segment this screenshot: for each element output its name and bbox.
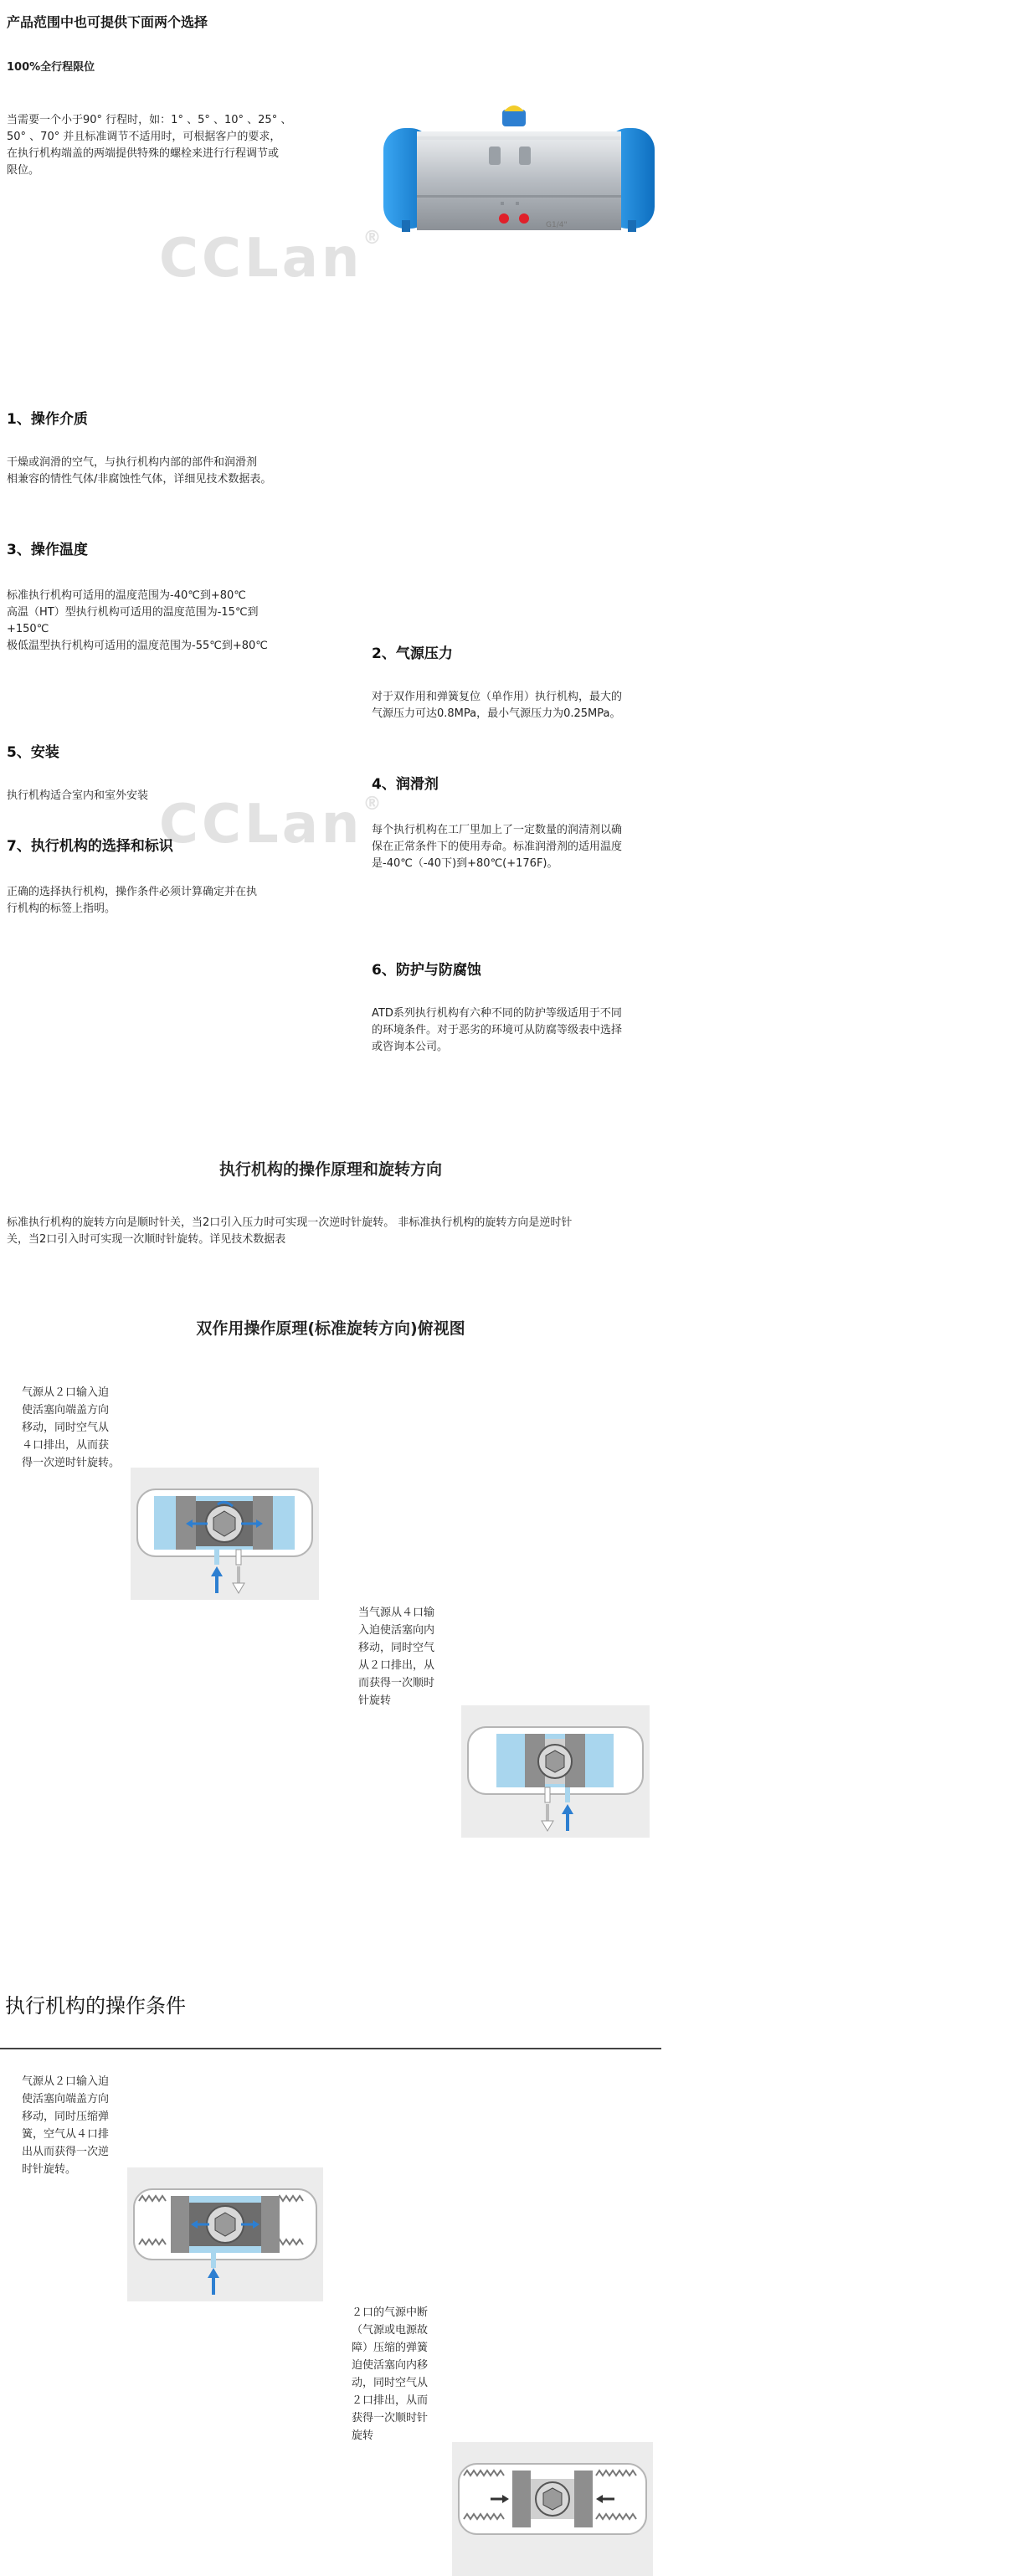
- section-heading-temperature: 3、操作温度: [7, 542, 88, 558]
- watermark-brand-bottom: CCLan®: [159, 794, 385, 856]
- spring-return-diagram-air-off: [452, 2442, 653, 2576]
- section-line: 高温（HT）型执行机构可适用的温度范围为-15℃到: [7, 606, 259, 619]
- section-heading-lubricant: 4、润滑剂: [372, 776, 439, 793]
- text-line: ４口排出，从而获: [22, 1439, 110, 1452]
- section-heading-installation: 5、安装: [7, 744, 59, 761]
- section-line: 相兼容的情性气体/非腐蚀性气体，详细见技术数据表。: [7, 473, 272, 486]
- section-line: 标准执行机构可适用的温度范围为-40℃到+80℃: [7, 589, 246, 602]
- section-line: 或咨询本公司。: [372, 1041, 449, 1053]
- section-line: 的环境条件。对于恶劣的环境可从防腐等级表中选择: [372, 1024, 623, 1036]
- watermark-brand-top: CCLan®: [159, 228, 385, 290]
- section-body-selection: [7, 884, 668, 918]
- text-line: 得一次逆时针旋转。: [22, 1457, 121, 1469]
- intro-line: 在执行机构端盖的两端提供特殊的螺栓来进行行程调节或: [7, 147, 280, 160]
- section-line: 保在正常条件下的使用寿命。标准润滑剂的适用温度: [372, 841, 623, 853]
- text-line: 簧，空气从４口排: [22, 2128, 110, 2141]
- section-body-lubricant: [372, 822, 1033, 872]
- port-label: G1/4": [546, 221, 568, 229]
- section-body-protection: [372, 1005, 1033, 1056]
- text-line: 出从而获得一次逆: [22, 2146, 110, 2158]
- section-heading-protection: 6、防护与防腐蚀: [372, 962, 481, 979]
- conditions-divider: [0, 2048, 661, 2049]
- section-line: ATD系列执行机构有六种不同的防护等级适用于不同: [372, 1007, 622, 1020]
- text-line: 获得一次顺时针: [352, 2412, 429, 2424]
- section-heading-selection: 7、执行机构的选择和标识: [7, 838, 173, 855]
- text-line: 时针旋转。: [22, 2163, 77, 2176]
- section-line: 行机构的标签上指明。: [7, 902, 116, 915]
- text-line: 使活塞向端盖方向: [22, 1404, 110, 1417]
- text-line: 障）压缩的弹簧: [352, 2342, 429, 2354]
- text-line: 当气源从４口输: [358, 1607, 435, 1619]
- intro-body: [7, 112, 342, 179]
- text-line: （气源或电源故: [352, 2324, 429, 2337]
- text-line: 气源从２口输入迫: [22, 1386, 110, 1399]
- double-acting-right-text: [358, 1604, 1020, 1710]
- intro-subtitle: 100%全行程限位: [7, 61, 95, 74]
- intro-line: 限位。: [7, 164, 40, 177]
- section-line: 极低温型执行机构可适用的温度范围为-55℃到+80℃: [7, 640, 268, 652]
- section-line: 正确的选择执行机构，操作条件必须计算确定并在执: [7, 886, 258, 898]
- section-line: 执行机构适合室内和室外安装: [7, 789, 149, 802]
- principle-line: 标准执行机构的旋转方向是顺时针关，当2口引入压力时可实现一次逆时针旋转。 非标准执行机构的旋转方向是逆时针: [7, 1216, 573, 1229]
- section-heading-pressure: 2、气源压力: [372, 645, 453, 662]
- text-line: ２口的气源中断: [352, 2306, 429, 2319]
- double-acting-left-text: [22, 1384, 683, 1472]
- text-line: 入迫使活塞向内: [358, 1624, 435, 1637]
- text-line: 针旋转: [358, 1694, 392, 1707]
- text-line: 移动，同时空气: [358, 1642, 435, 1654]
- section-line: 干燥或润滑的空气，与执行机构内部的部件和润滑剂: [7, 456, 258, 469]
- text-line: 迫使活塞向内移: [352, 2359, 429, 2372]
- text-line: 移动，同时空气从: [22, 1422, 110, 1434]
- section-line: 是-40℃（-40下)到+80℃(+176F)。: [372, 857, 558, 870]
- section-body-pressure: [372, 689, 1033, 722]
- text-line: 气源从２口输入迫: [22, 2075, 110, 2088]
- section-line: +150℃: [7, 623, 49, 635]
- double-acting-diagram-port2: [131, 1468, 319, 1600]
- double-acting-diagram-port4: [461, 1705, 650, 1838]
- text-line: 动，同时空气从: [352, 2377, 429, 2389]
- text-line: 旋转: [352, 2429, 374, 2442]
- intro-title: 产品范围中也可提供下面两个选择: [7, 14, 208, 30]
- conditions-title: 执行机构的操作条件: [5, 1994, 186, 2018]
- text-line: 移动，同时压缩弹: [22, 2111, 110, 2123]
- double-acting-title: 双作用操作原理(标准旋转方向)俯视图: [196, 1319, 465, 1338]
- intro-line: 50° 、70° 并且标准调节不适用时，可根据客户的要求，: [7, 131, 281, 143]
- intro-line: 当需要一个小于90° 行程时，如：1° 、5° 、10° 、25° 、: [7, 114, 292, 126]
- text-line: 从２口排出，从: [358, 1659, 435, 1672]
- section-heading-media: 1、操作介质: [7, 411, 88, 428]
- text-line: ２口排出，从而: [352, 2394, 429, 2407]
- section-line: 对于双作用和弹簧复位（单作用）执行机构，最大的: [372, 691, 623, 703]
- conditions-right-text: [352, 2304, 1013, 2445]
- text-line: 而获得一次顺时: [358, 1677, 435, 1689]
- text-line: 使活塞向端盖方向: [22, 2093, 110, 2106]
- principle-body: [7, 1215, 660, 1248]
- principle-title: 执行机构的操作原理和旋转方向: [218, 1160, 442, 1179]
- actuator-photo: [378, 103, 660, 249]
- spring-return-diagram-air-in: [127, 2167, 323, 2301]
- principle-line: 关，当2口引入时可实现一次顺时针旋转。详见技术数据表: [7, 1233, 286, 1246]
- conditions-left-text: [22, 2073, 683, 2178]
- section-line: 每个执行机构在工厂里加上了一定数量的润清剂以确: [372, 824, 623, 836]
- section-body-media: [7, 455, 668, 488]
- section-line: 气源压力可达0.8MPa，最小气源压力为0.25MPa。: [372, 707, 621, 720]
